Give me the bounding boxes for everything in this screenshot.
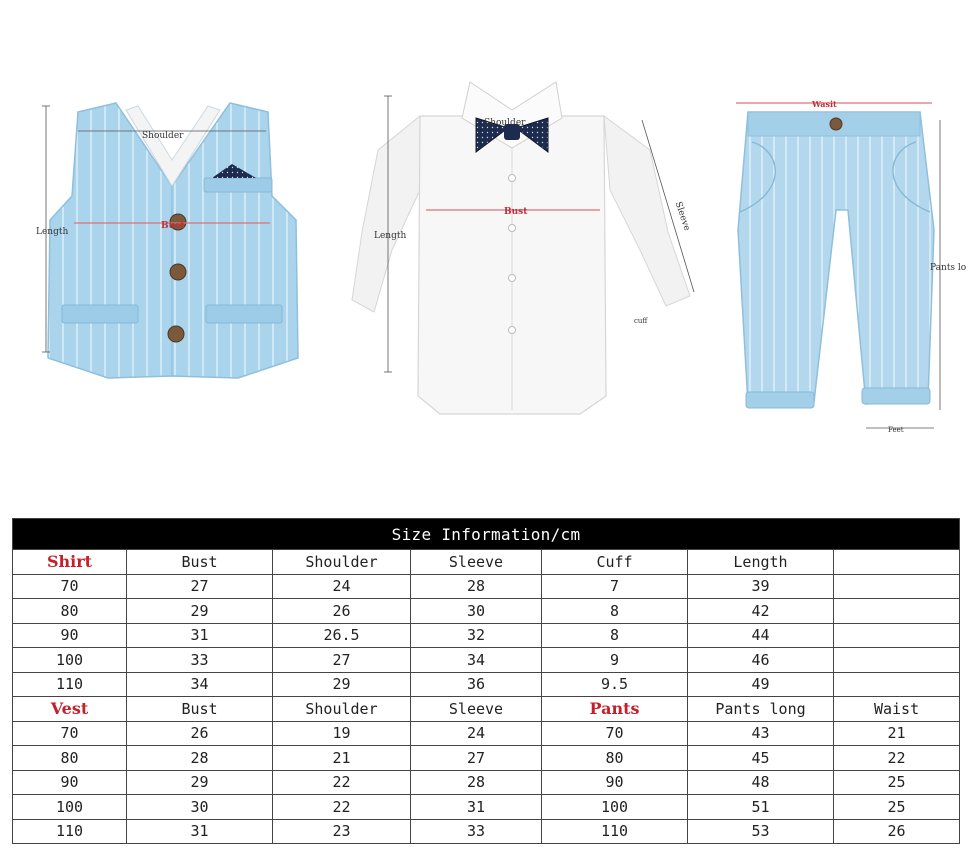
table-cell: 100 bbox=[542, 795, 688, 820]
table-cell: 28 bbox=[411, 770, 542, 795]
table-cell: 53 bbox=[688, 819, 834, 844]
table-cell: 110 bbox=[13, 819, 127, 844]
table-cell: 24 bbox=[273, 574, 411, 599]
shirt-header-row bbox=[13, 550, 960, 575]
vest-header-cell: Waist bbox=[834, 697, 960, 722]
table-row bbox=[13, 795, 960, 820]
table-cell: 32 bbox=[411, 623, 542, 648]
shirt-header-cell: Cuff bbox=[542, 550, 688, 575]
table-cell bbox=[834, 599, 960, 624]
vest-rows bbox=[13, 721, 960, 844]
table-cell: 48 bbox=[688, 770, 834, 795]
table-cell: 49 bbox=[688, 672, 834, 697]
table-cell: 31 bbox=[411, 795, 542, 820]
shirt-header-cell: Sleeve bbox=[411, 550, 542, 575]
table-cell: 34 bbox=[411, 648, 542, 673]
table-cell: 25 bbox=[834, 795, 960, 820]
table-row bbox=[13, 746, 960, 771]
shirt-length-label: Length bbox=[374, 231, 407, 241]
table-cell: 100 bbox=[13, 795, 127, 820]
table-cell: 8 bbox=[542, 623, 688, 648]
table-cell: 110 bbox=[542, 819, 688, 844]
shirt-header-cell: Shoulder bbox=[273, 550, 411, 575]
shirt-shoulder-label: Shoulder bbox=[484, 118, 526, 128]
table-row bbox=[13, 819, 960, 844]
table-cell: 39 bbox=[688, 574, 834, 599]
shirt-illustration bbox=[352, 82, 694, 414]
table-row bbox=[13, 599, 960, 624]
shirt-rows bbox=[13, 574, 960, 697]
table-cell: 19 bbox=[273, 721, 411, 746]
table-cell: 90 bbox=[542, 770, 688, 795]
table-cell bbox=[834, 648, 960, 673]
table-cell: 110 bbox=[13, 672, 127, 697]
table-cell: 27 bbox=[127, 574, 273, 599]
shirt-header-cell: Length bbox=[688, 550, 834, 575]
shirt-header-cell bbox=[834, 550, 960, 575]
table-row bbox=[13, 672, 960, 697]
table-cell: 45 bbox=[688, 746, 834, 771]
vest-illustration bbox=[42, 103, 298, 378]
table-row bbox=[13, 770, 960, 795]
table-cell: 31 bbox=[127, 623, 273, 648]
vest-header-cell: Vest bbox=[13, 697, 127, 722]
pants-illustration bbox=[736, 103, 940, 428]
shirt-header-cell: Shirt bbox=[13, 550, 127, 575]
table-title-row bbox=[13, 519, 960, 550]
pants-feet-label: Feet bbox=[888, 426, 904, 434]
table-cell: 34 bbox=[127, 672, 273, 697]
table-cell: 36 bbox=[411, 672, 542, 697]
table-cell: 29 bbox=[273, 672, 411, 697]
vest-header-cell: Pants long bbox=[688, 697, 834, 722]
table-cell: 43 bbox=[688, 721, 834, 746]
table-cell: 33 bbox=[411, 819, 542, 844]
table-cell: 28 bbox=[411, 574, 542, 599]
table-cell: 23 bbox=[273, 819, 411, 844]
pants-waist-label: Wasit bbox=[812, 99, 837, 109]
table-cell: 51 bbox=[688, 795, 834, 820]
table-cell: 31 bbox=[127, 819, 273, 844]
table-cell: 70 bbox=[13, 721, 127, 746]
vest-header-cell: Bust bbox=[127, 697, 273, 722]
table-cell: 9 bbox=[542, 648, 688, 673]
pants-long-label: Pants lo bbox=[930, 263, 967, 273]
table-row bbox=[13, 623, 960, 648]
table-cell: 80 bbox=[542, 746, 688, 771]
pants-header-cell: Pants bbox=[542, 697, 688, 722]
table-cell: 28 bbox=[127, 746, 273, 771]
table-cell: 21 bbox=[834, 721, 960, 746]
size-table bbox=[12, 518, 960, 844]
table-cell: 30 bbox=[127, 795, 273, 820]
table-cell: 29 bbox=[127, 770, 273, 795]
table-cell: 26 bbox=[127, 721, 273, 746]
table-cell: 26.5 bbox=[273, 623, 411, 648]
table-cell: 26 bbox=[834, 819, 960, 844]
vest-length-label: Length bbox=[36, 227, 69, 237]
table-cell: 80 bbox=[13, 599, 127, 624]
vest-shoulder-label: Shoulder bbox=[142, 131, 184, 141]
table-cell: 22 bbox=[834, 746, 960, 771]
table-cell: 22 bbox=[273, 795, 411, 820]
table-cell: 8 bbox=[542, 599, 688, 624]
table-cell: 44 bbox=[688, 623, 834, 648]
shirt-bust-label: Bust bbox=[504, 207, 528, 217]
table-cell: 46 bbox=[688, 648, 834, 673]
vest-bust-label: Bust bbox=[161, 221, 185, 231]
table-cell: 25 bbox=[834, 770, 960, 795]
table-title: Size Information/cm bbox=[13, 519, 960, 550]
vest-header-cell: Shoulder bbox=[273, 697, 411, 722]
table-cell: 22 bbox=[273, 770, 411, 795]
table-row bbox=[13, 721, 960, 746]
table-cell: 27 bbox=[411, 746, 542, 771]
table-cell: 33 bbox=[127, 648, 273, 673]
table-row bbox=[13, 648, 960, 673]
table-cell: 90 bbox=[13, 623, 127, 648]
table-cell: 42 bbox=[688, 599, 834, 624]
table-row bbox=[13, 574, 960, 599]
table-cell: 9.5 bbox=[542, 672, 688, 697]
table-cell: 27 bbox=[273, 648, 411, 673]
table-cell: 29 bbox=[127, 599, 273, 624]
table-cell bbox=[834, 574, 960, 599]
table-cell: 21 bbox=[273, 746, 411, 771]
vest-header-row bbox=[13, 697, 960, 722]
table-cell: 100 bbox=[13, 648, 127, 673]
shirt-sleeve-label: Sleeve bbox=[672, 200, 692, 233]
table-cell: 90 bbox=[13, 770, 127, 795]
table-cell: 7 bbox=[542, 574, 688, 599]
table-cell: 70 bbox=[542, 721, 688, 746]
shirt-header-cell: Bust bbox=[127, 550, 273, 575]
table-cell: 30 bbox=[411, 599, 542, 624]
table-cell bbox=[834, 672, 960, 697]
shirt-cuff-label: cuff bbox=[634, 317, 648, 325]
vest-header-cell: Sleeve bbox=[411, 697, 542, 722]
table-cell: 26 bbox=[273, 599, 411, 624]
table-cell: 24 bbox=[411, 721, 542, 746]
table-cell bbox=[834, 623, 960, 648]
table-cell: 70 bbox=[13, 574, 127, 599]
table-cell: 80 bbox=[13, 746, 127, 771]
